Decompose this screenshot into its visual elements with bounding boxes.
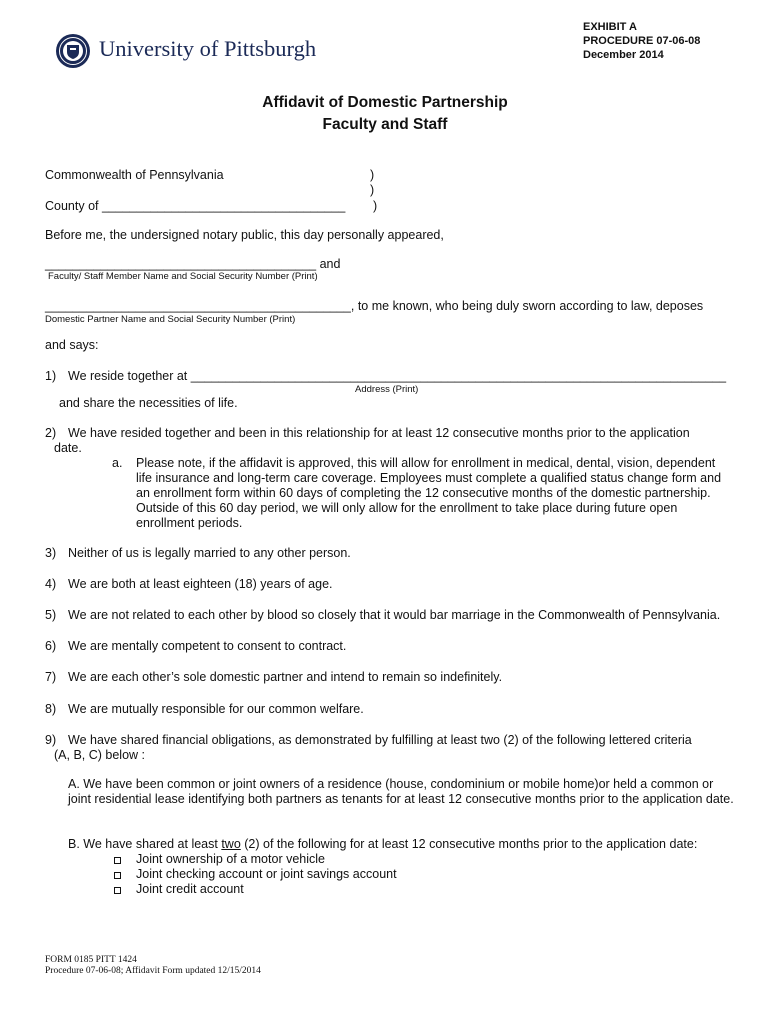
criterion-b-option: Joint ownership of a motor vehicle: [136, 852, 325, 866]
criterion-b-option: Joint credit account: [136, 882, 244, 896]
item-number: 5): [45, 608, 57, 622]
and-says-text: and says:: [45, 338, 99, 352]
checkbox-icon: [114, 887, 121, 894]
item-text: We are each other’s sole domestic partner and intend to remain so indefinitely.: [68, 670, 503, 684]
exhibit-date: December 2014: [583, 49, 664, 61]
exhibit-label: EXHIBIT A: [583, 21, 637, 33]
item-text-continued: and share the necessities of life.: [59, 396, 238, 410]
item-number: 3): [45, 546, 57, 560]
criterion-b-text-end: (2) of the following for at least 12 consecutive months prior to the application date:: [240, 837, 698, 851]
exhibit-header: [583, 20, 700, 62]
item-text: We have shared financial obligations, as demonstrated by fulfilling at least two (2) of the following lettered criteria: [68, 733, 692, 747]
venue-paren: ): [373, 199, 378, 213]
partner-name-line: ____________________________________________, to me known, who being duly sworn according to law, deposes: [45, 299, 704, 313]
intro-text: Before me, the undersigned notary public, this day personally appeared,: [45, 228, 444, 242]
enrollment-note: Please note, if the affidavit is approved, this will allow for enrollment in medical, dental, vision, dependent life insurance and long-term care coverage. Employees must complete a qualified status change form and an enrollment form within 60 days of completing the 12 consecutive months of the domestic partnership. Outside of this 60 day period, we will only allow for the enrollment to take place during future open enrollment periods.: [136, 456, 722, 530]
criterion-b-emphasis: two: [221, 837, 241, 851]
sub-item-label: a.: [112, 456, 123, 470]
item-text: We are both at least eighteen (18) years of age.: [68, 577, 333, 591]
item-number: 2): [45, 426, 57, 440]
item-number: 8): [45, 702, 57, 716]
item-number: 7): [45, 670, 57, 684]
item-text-continued: (A, B, C) below :: [54, 748, 145, 762]
item-number: 4): [45, 577, 57, 591]
item-text: We have resided together and been in this relationship for at least 12 consecutive months prior to the application: [68, 426, 690, 440]
partner-name-caption: Domestic Partner Name and Social Security Number (Print): [45, 314, 296, 325]
document-title: Affidavit of Domestic Partnership: [262, 94, 508, 111]
member-name-caption: Faculty/ Staff Member Name and Social Security Number (Print): [48, 271, 318, 282]
venue-county: County of ___________________________________: [45, 199, 346, 213]
item-text: We are mutually responsible for our common welfare.: [68, 702, 364, 716]
item-text: We reside together at _____________________________________________________________________________: [68, 369, 727, 383]
address-caption: Address (Print): [355, 384, 419, 395]
member-name-line: _______________________________________ and: [45, 257, 341, 271]
criterion-b-option: Joint checking account or joint savings account: [136, 867, 397, 881]
item-text: Neither of us is legally married to any other person.: [68, 546, 351, 560]
item-number: 9): [45, 733, 57, 747]
item-text-continued: date.: [54, 441, 82, 455]
criterion-a: A. We have been common or joint owners of a residence (house, condominium or mobile home)or held a common or joint residential lease identifying both partners as tenants for at least 12 consecutive months prior to the application date.: [68, 777, 734, 806]
item-text: We are not related to each other by blood so closely that it would bar marriage in the Commonwealth of Pennsylvania.: [68, 608, 721, 622]
form-footer: [45, 955, 261, 977]
item-number: 1): [45, 369, 57, 383]
university-name: University of Pittsburgh: [99, 36, 317, 61]
item-text: We are mentally competent to consent to contract.: [68, 639, 347, 653]
document-subtitle: Faculty and Staff: [322, 116, 448, 133]
university-logo: [55, 33, 315, 73]
university-seal-icon: [55, 33, 91, 69]
venue-commonwealth: Commonwealth of Pennsylvania: [45, 168, 224, 182]
item-number: 6): [45, 639, 57, 653]
checkbox-icon: [114, 872, 121, 879]
venue-paren: ): [370, 183, 375, 197]
checkbox-icon: [114, 857, 121, 864]
venue-paren: ): [370, 168, 375, 182]
criterion-b: [68, 837, 697, 851]
form-number: FORM 0185 PITT 1424: [45, 955, 137, 965]
criterion-b-text: B. We have shared at least: [68, 837, 222, 851]
procedure-number: PROCEDURE 07-06-08: [583, 35, 701, 47]
form-update-note: Procedure 07-06-08; Affidavit Form updated 12/15/2014: [45, 966, 261, 976]
